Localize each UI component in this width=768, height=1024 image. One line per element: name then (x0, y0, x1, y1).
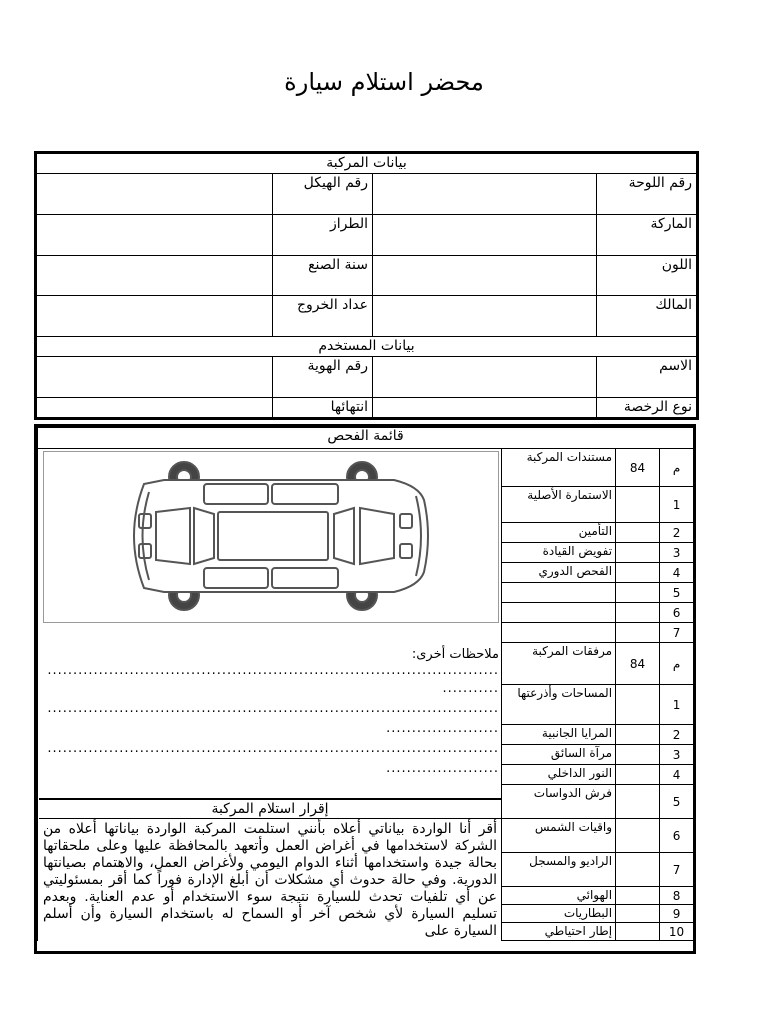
notes-line[interactable]: ........................................................................................ (47, 741, 499, 756)
acc-count: 84 (616, 643, 660, 685)
docs-check[interactable] (616, 623, 660, 643)
acc-row-num: 3 (660, 745, 694, 765)
acc-check[interactable] (616, 905, 660, 923)
acc-row-label: النور الداخلي (502, 765, 616, 785)
year-label: سنة الصنع (273, 255, 373, 296)
acc-check[interactable] (616, 745, 660, 765)
acc-header: مرفقات المركبة (502, 643, 616, 685)
acc-row-label: مرآة السائق (502, 745, 616, 765)
color-field[interactable] (373, 255, 597, 296)
docs-header: مستندات المركبة (502, 449, 616, 487)
notes-line[interactable]: ...................... (386, 721, 499, 736)
color-label: اللون (597, 255, 698, 296)
odometer-field[interactable] (36, 296, 273, 337)
acc-check[interactable] (616, 685, 660, 725)
id-label: رقم الهوية (273, 357, 373, 398)
brand-field[interactable] (373, 214, 597, 255)
id-field[interactable] (36, 357, 273, 398)
page-title: محضر استلام سيارة (284, 68, 484, 96)
docs-row-num: 4 (660, 563, 694, 583)
acc-row-num: 5 (660, 785, 694, 819)
plate-field[interactable] (373, 174, 597, 215)
left-panel (37, 451, 499, 955)
docs-m-label: م (660, 449, 694, 487)
acc-row-num: 1 (660, 685, 694, 725)
model-field[interactable] (36, 214, 273, 255)
acc-row-label: الراديو والمسجل (502, 853, 616, 887)
docs-check[interactable] (616, 543, 660, 563)
brand-label: الماركة (597, 214, 698, 255)
docs-check[interactable] (616, 487, 660, 523)
notes-label: ملاحظات أخرى: (411, 647, 499, 662)
checklist-header: قائمة الفحص (38, 428, 694, 449)
docs-row-num: 3 (660, 543, 694, 563)
license-expiry-label: انتهائها (273, 397, 373, 418)
acc-row-label: البطاريات (502, 905, 616, 923)
docs-row-num: 2 (660, 523, 694, 543)
acc-check[interactable] (616, 887, 660, 905)
car-outline-icon (44, 452, 498, 622)
owner-label: المالك (597, 296, 698, 337)
chassis-label: رقم الهيكل (273, 174, 373, 215)
acc-row-num: 8 (660, 887, 694, 905)
acc-row-label: الهوائي (502, 887, 616, 905)
acc-check[interactable] (616, 923, 660, 941)
plate-label: رقم اللوحة (597, 174, 698, 215)
acc-check[interactable] (616, 725, 660, 745)
acc-check[interactable] (616, 853, 660, 887)
chassis-field[interactable] (36, 174, 273, 215)
docs-row-label: الاستمارة الأصلية (502, 487, 616, 523)
year-field[interactable] (36, 255, 273, 296)
acc-row-num: 9 (660, 905, 694, 923)
docs-row-label (502, 583, 616, 603)
acc-row-num: 6 (660, 819, 694, 853)
acc-row-num: 10 (660, 923, 694, 941)
declaration-body: أقر أنا الواردة بياناتي أعلاه بأنني استلمت المركبة الواردة بياناتها أعلاه من الشركة لاستخدامها في أغراض العمل وأتعهد بالمحافظة عليها وعلى ملحقاتها بحالة جيدة واستخدامها أثناء الدوام اليومي ولأغراض العمل، والاهتمام بصيانتها الدورية. وفي حالة حدوث أي مشكلات أن أبلغ الإدارة فوراً كما أقر بمسئوليتي عن أي تلفيات تحدث للسيارة نتيجة سوء الاستخدام أو عدم العناية. وبعدم تسليم السيارة لأي شخص آخر أو السماح له باستخدام السيارة وأن أسلم السيارة على (43, 821, 497, 939)
acc-row-label: فرش الدواسات (502, 785, 616, 819)
docs-row-num: 6 (660, 603, 694, 623)
notes-line[interactable]: ...................... (386, 761, 499, 776)
declaration-header: إقرار استلام المركبة (39, 798, 501, 819)
car-damage-diagram[interactable] (43, 451, 499, 623)
odometer-label: عداد الخروج (273, 296, 373, 337)
acc-row-label: المساحات وأذرعتها (502, 685, 616, 725)
docs-row-label: تفويض القيادة (502, 543, 616, 563)
user-section-header: بيانات المستخدم (36, 336, 698, 356)
license-type-label: نوع الرخصة (597, 397, 698, 418)
acc-row-label: إطار احتياطي (502, 923, 616, 941)
acc-check[interactable] (616, 765, 660, 785)
acc-row-label: المرايا الجانبية (502, 725, 616, 745)
vehicle-section-header: بيانات المركبة (36, 153, 698, 174)
acc-row-num: 2 (660, 725, 694, 745)
acc-check[interactable] (616, 785, 660, 819)
notes-block (43, 647, 499, 779)
docs-row-label (502, 603, 616, 623)
docs-check[interactable] (616, 583, 660, 603)
license-expiry-field[interactable] (36, 397, 273, 418)
acc-row-label: واقيات الشمس (502, 819, 616, 853)
docs-row-label (502, 623, 616, 643)
name-field[interactable] (373, 357, 597, 398)
acc-row-num: 4 (660, 765, 694, 785)
owner-field[interactable] (373, 296, 597, 337)
docs-row-num: 5 (660, 583, 694, 603)
notes-line[interactable]: ........... (442, 681, 499, 696)
docs-check[interactable] (616, 603, 660, 623)
docs-row-label: الفحص الدوري (502, 563, 616, 583)
declaration-block (39, 798, 501, 942)
checklist-section (34, 424, 696, 954)
acc-row-num: 7 (660, 853, 694, 887)
docs-row-num: 7 (660, 623, 694, 643)
acc-m-label: م (660, 643, 694, 685)
docs-check[interactable] (616, 523, 660, 543)
vehicle-user-table (34, 151, 699, 420)
license-type-field[interactable] (373, 397, 597, 418)
notes-line[interactable]: ........................................................................................ (47, 663, 499, 678)
docs-count: 84 (616, 449, 660, 487)
docs-row-num: 1 (660, 487, 694, 523)
name-label: الاسم (597, 357, 698, 398)
model-label: الطراز (273, 214, 373, 255)
acc-check[interactable] (616, 819, 660, 853)
docs-row-label: التأمين (502, 523, 616, 543)
notes-line[interactable]: ........................................................................................ (47, 701, 499, 716)
docs-check[interactable] (616, 563, 660, 583)
